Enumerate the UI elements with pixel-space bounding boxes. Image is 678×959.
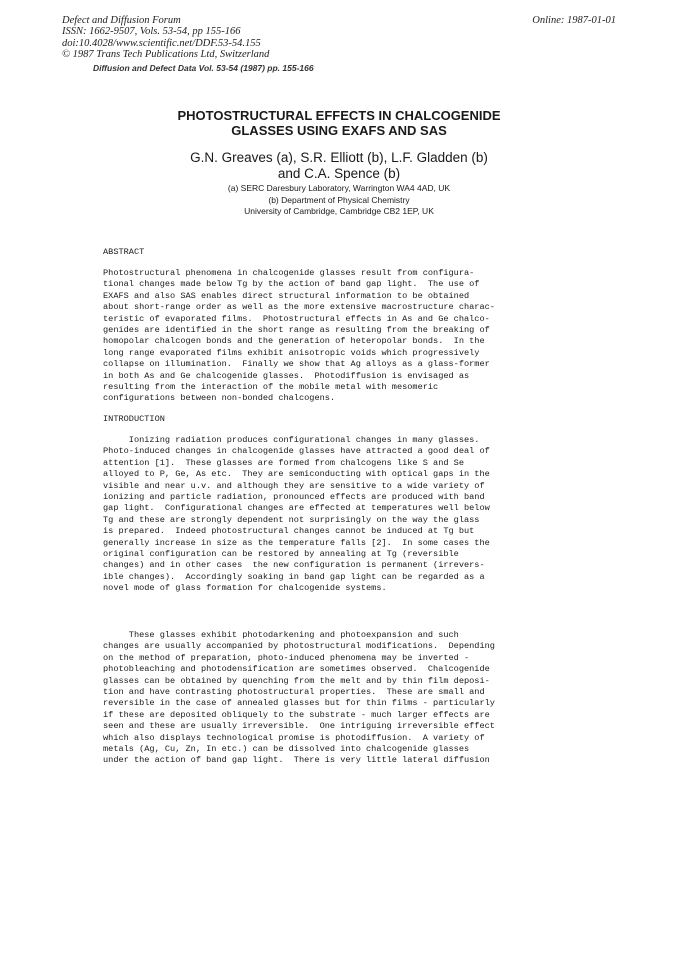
text-line: about short-range order as well as the more extensive macrostructure charac- [103,302,495,313]
text-line: gap light. Configurational changes are effected at temperatures well below [103,503,490,514]
text-line: seen and these are usually irreversible. One intriguing irreversible effect [103,721,495,732]
text-line: ionizing and particle radiation, pronounced effects are produced with band [103,492,485,503]
text-line: under the action of band gap light. There is very little lateral diffusion [103,755,490,766]
journal-name: Defect and Diffusion Forum [62,15,181,26]
text-line: if these are deposited obliquely to the substrate - much larger effects are [103,709,490,720]
journal-header [62,15,269,61]
text-line: attention [1]. These glasses are formed from chalcogens like S and Se [103,457,464,468]
text-line: alloyed to P, Ge, As etc. They are semiconducting with optical gaps in the [103,469,490,480]
text-line: is prepared. Indeed photostructural changes cannot be induced at Tg but [103,526,475,537]
text-line: changes) and in other cases the new configuration is permanent (irrevers- [103,560,485,571]
affiliation-line: (a) SERC Daresbury Laboratory, Warrington WA4 4AD, UK [227,183,451,193]
text-line: ible changes). Accordingly soaking in band gap light can be regarded as a [103,571,485,582]
text-line: Photo-induced changes in chalcogenide glasses have attracted a good deal of [103,446,490,457]
text-line: generally increase in size as the temperature falls [2]. In some cases the [103,537,490,548]
running-header: Diffusion and Defect Data Vol. 53-54 (1987) pp. 155-166 [93,63,314,73]
text-line: genides are identified in the short range as resulting from the breaking of [103,325,490,336]
author-list [0,150,678,182]
text-line: reversible in the case of annealed glasses but for thin films - particularly [103,698,495,709]
text-line: teristic of evaporated films. Photostructural effects in As and Ge chalco- [103,313,490,324]
issn-line: ISSN: 1662-9507, Vols. 53-54, pp 155-166 [62,26,241,38]
abstract-body [103,268,523,405]
text-line: Photostructural phenomena in chalcogenide glasses result from configura- [103,268,475,278]
text-line: original configuration can be restored by annealing at Tg (reversible [103,549,459,560]
text-line: collapse on illumination. Finally we show that Ag alloys as a glass-former [103,359,490,370]
text-line: resulting from the interaction of the mobile metal with mesomeric [103,382,439,393]
copyright-line: © 1987 Trans Tech Publications Ltd, Switzerland [62,49,270,61]
text-line: in both As and Ge chalcogenide glasses. Photodiffusion is envisaged as [103,370,470,381]
online-date: Online: 1987-01-01 [532,15,616,26]
text-line: on the method of preparation, photo-induced phenomena may be inverted - [103,652,470,663]
text-line: configurations between non-bonded chalcogens. [103,393,336,404]
text-line: tional changes made below Tg by the action of band gap light. The use of [103,279,480,290]
title-line: GLASSES USING EXAFS AND SAS [231,122,447,138]
text-line: EXAFS and also SAS enables direct structural information to be obtained [103,290,470,301]
introduction-paragraph-2 [103,630,523,767]
text-line: long range evaporated films exhibit anisotropic voids which progressively [103,347,480,358]
text-line: photobleaching and photodensification are sometimes observed. Chalcogenide [103,664,490,675]
introduction-heading: INTRODUCTION [103,414,165,424]
text-line: Tg and these are strongly dependent not surprisingly on the way the glass [103,514,480,525]
text-line: tion and have contrasting photostructural properties. These are small and [103,687,485,698]
text-line: visible and near u.v. and although they are sensitive to a wide variety of [103,480,485,491]
affiliation-line: (b) Department of Physical Chemistry [268,194,410,205]
text-line: changes are usually accompanied by photostructural modifications. Depending [103,641,495,652]
title-line: PHOTOSTRUCTURAL EFFECTS IN CHALCOGENIDE [177,108,501,123]
author-line: G.N. Greaves (a), S.R. Elliott (b), L.F. Gladden (b) [190,150,488,165]
text-line: metals (Ag, Cu, Zn, In etc.) can be dissolved into chalcogenide glasses [103,744,470,755]
abstract-heading: ABSTRACT [103,247,145,257]
affiliation-line: University of Cambridge, Cambridge CB2 1EP, UK [244,206,434,216]
text-line: Ionizing radiation produces configurational changes in many glasses. [103,435,480,445]
affiliations [0,183,678,218]
text-line: These glasses exhibit photodarkening and photoexpansion and such [103,630,459,640]
doi-link[interactable]: doi:10.4028/www.scientific.net/DDF.53-54.155 [62,37,261,49]
introduction-paragraph-1 [103,435,523,595]
author-line: and C.A. Spence (b) [277,166,401,181]
paper-title [0,109,678,138]
text-line: glasses can be obtained by quenching from the melt and by thin film deposi- [103,675,490,686]
text-line: novel mode of glass formation for chalcogenide systems. [103,583,387,594]
text-line: homopolar chalcogen bonds and the generation of heteropolar bonds. In the [103,336,485,347]
text-line: which also displays technological promise is photodiffusion. A variety of [103,732,485,743]
